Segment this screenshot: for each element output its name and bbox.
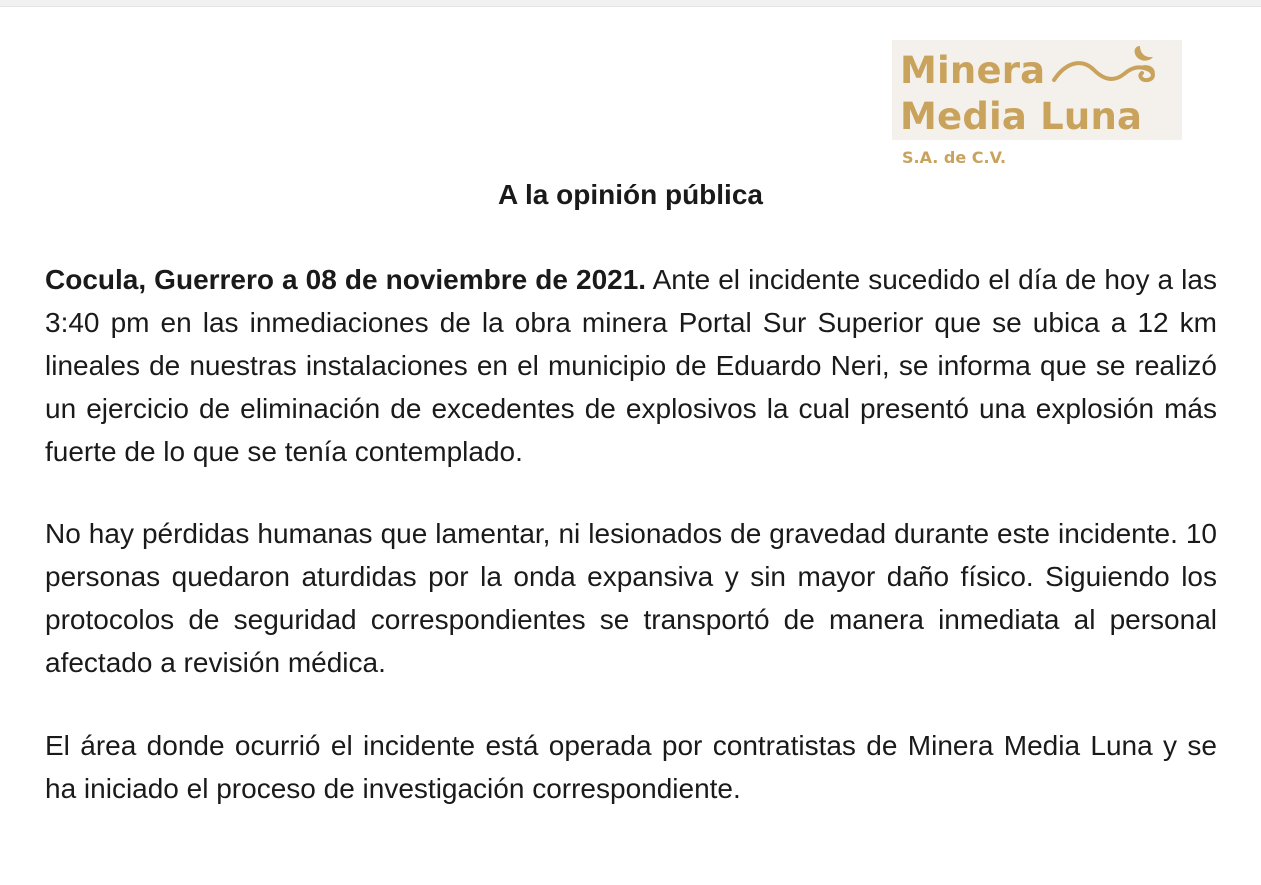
logo-company-suffix: S.A. de C.V. bbox=[902, 148, 1007, 167]
top-border bbox=[0, 0, 1261, 7]
paragraph-casualties bbox=[45, 512, 1217, 684]
paragraph-2-text: No hay pérdidas humanas que lamentar, ni lesionados de gravedad durante este incidente. 10 personas quedaron aturdidas por la onda expansiva y sin mayor daño físico. Siguiendo los protocolos de seguridad correspondientes se transportó de manera inmediata al personal afectado a revisión médica. bbox=[45, 518, 1217, 678]
paragraph-location-date bbox=[45, 258, 1217, 473]
company-logo bbox=[892, 40, 1182, 170]
paragraph-investigation bbox=[45, 724, 1217, 810]
paragraph-1-text: Ante el incidente sucedido el día de hoy a las 3:40 pm en las inmediaciones de la obra minera Portal Sur Superior que se ubica a 12 km lineales de nuestras instalaciones en el municipio de Eduardo Neri, se informa que se realizó un ejercicio de eliminación de excedentes de explosivos la cual presentó una explosión más fuerte de lo que se tenía contemplado. bbox=[45, 264, 1217, 467]
paragraph-3-text: El área donde ocurrió el incidente está operada por contratistas de Minera Media Luna y se ha iniciado el proceso de investigación correspondiente. bbox=[45, 730, 1217, 804]
logo-name-line1: Minera bbox=[900, 49, 1046, 92]
logo-name-line2: Media Luna bbox=[900, 95, 1143, 138]
document-title: A la opinión pública bbox=[498, 179, 763, 210]
dateline: Cocula, Guerrero a 08 de noviembre de 2021. bbox=[45, 264, 647, 295]
crescent-moon-wave-icon bbox=[1052, 40, 1172, 100]
